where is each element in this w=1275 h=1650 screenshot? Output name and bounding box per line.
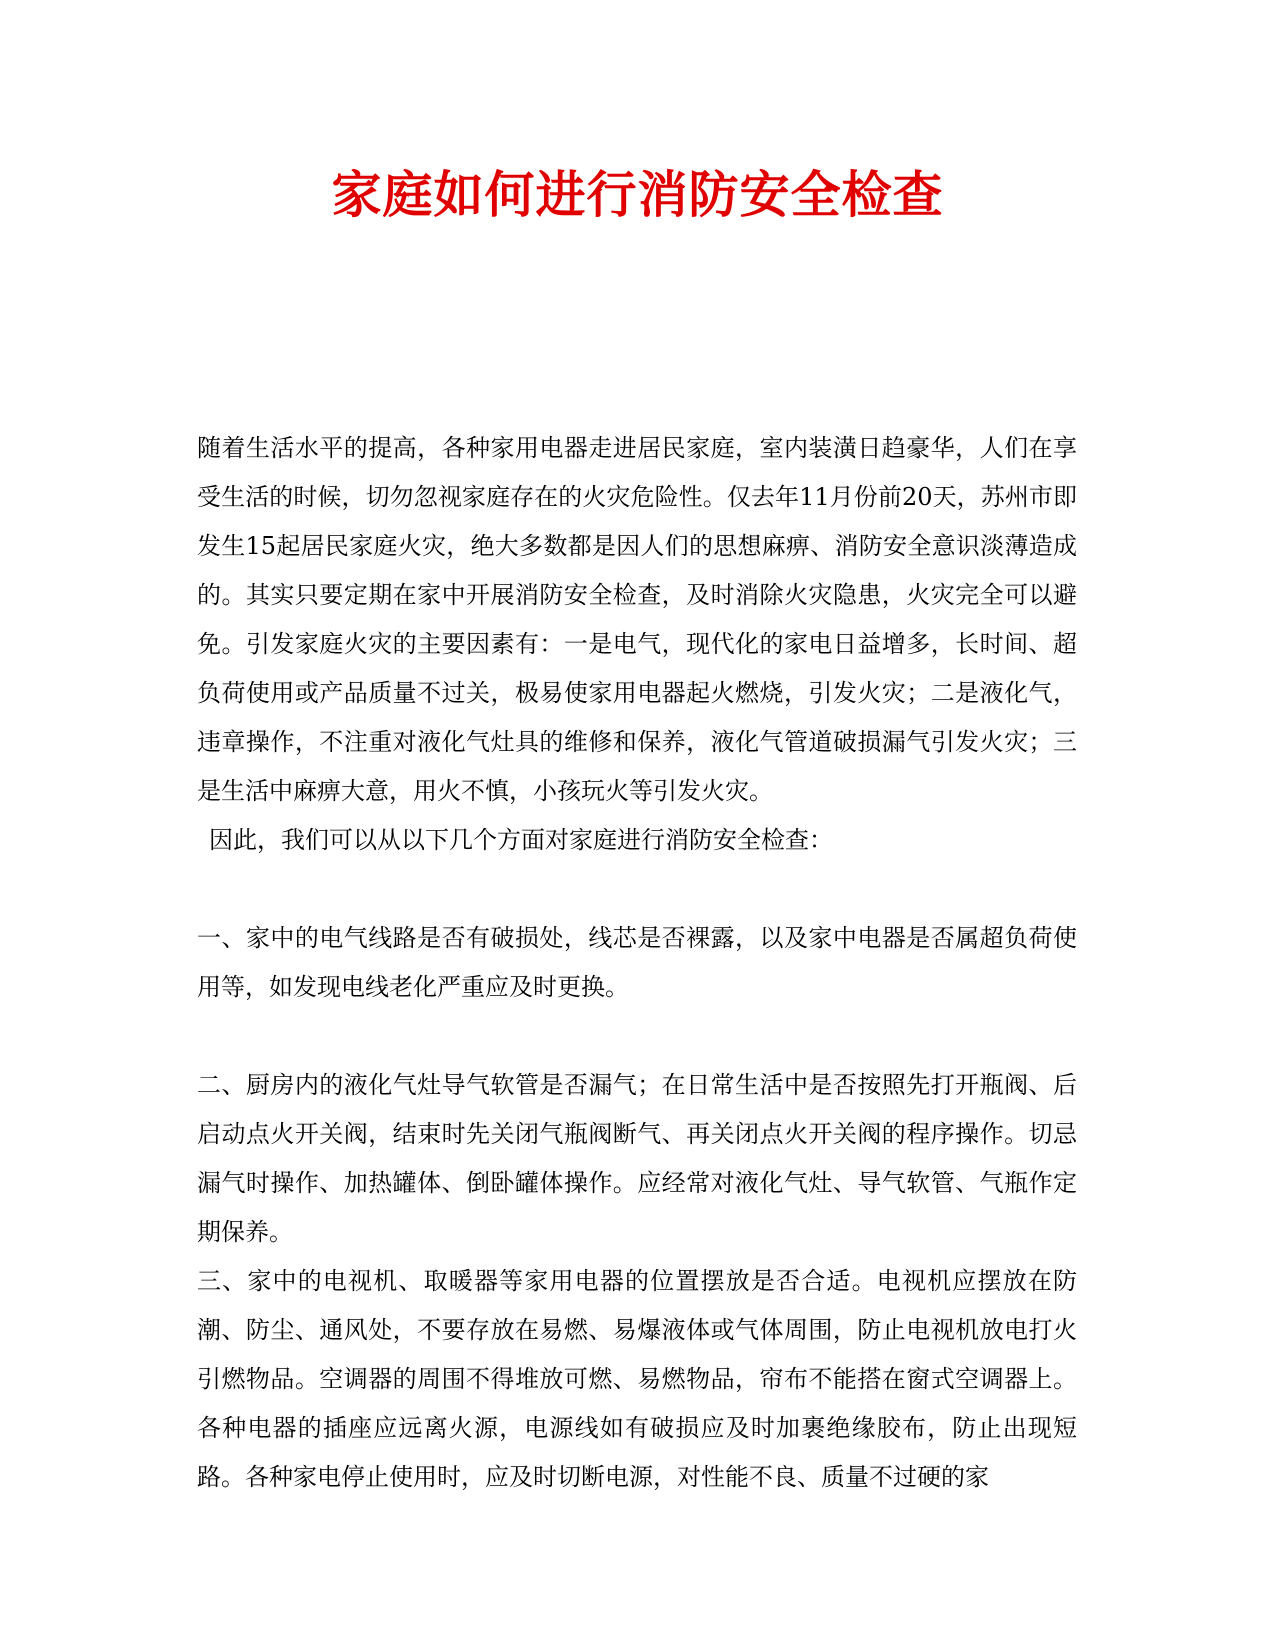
paragraph-spacer xyxy=(197,865,1077,914)
lead-paragraph: 因此，我们可以从以下几个方面对家庭进行消防安全检查： xyxy=(209,826,833,854)
item-2-paragraph: 二、厨房内的液化气灶导气软管是否漏气；在日常生活中是否按照先打开瓶阀、后启动点火开关阀，结束时先关闭气瓶阀断气、再关闭点火开关阀的程序操作。切忌漏气时操作、加热罐体、倒卧罐体操作。应经常对液化气灶、导气软管、气瓶作定期保养。 xyxy=(197,1071,1077,1246)
paragraph-spacer xyxy=(197,1012,1077,1061)
item-1-paragraph: 一、家中的电气线路是否有破损处，线芯是否裸露，以及家中电器是否属超负荷使用等，如发现电线老化严重应及时更换。 xyxy=(197,924,1077,1001)
document-body xyxy=(197,424,1077,1502)
item-3-paragraph: 三、家中的电视机、取暖器等家用电器的位置摆放是否合适。电视机应摆放在防潮、防尘、通风处，不要存放在易燃、易爆液体或气体周围，防止电视机放电打火引燃物品。空调器的周围不得堆放可燃、易燃物品，帘布不能搭在窗式空调器上。各种电器的插座应远离火源，电源线如有破损应及时加裹绝缘胶布，防止出现短路。各种家电停止使用时，应及时切断电源，对性能不良、质量不过硬的家 xyxy=(197,1267,1077,1491)
intro-paragraph: 随着生活水平的提高，各种家用电器走进居民家庭，室内装潢日趋豪华，人们在享受生活的时候，切勿忽视家庭存在的火灾危险性。仅去年11月份前20天，苏州市即发生15起居民家庭火灾，绝大多数都是因人们的思想麻痹、消防安全意识淡薄造成的。其实只要定期在家中开展消防安全检查，及时消除火灾隐患，火灾完全可以避免。引发家庭火灾的主要因素有：一是电气，现代化的家电日益增多，长时间、超负荷使用或产品质量不过关，极易使家用电器起火燃烧，引发火灾；二是液化气，违章操作，不注重对液化气灶具的维修和保养，液化气管道破损漏气引发火灾；三是生活中麻痹大意，用火不慎，小孩玩火等引发火灾。 xyxy=(197,434,1077,805)
document-title: 家庭如何进行消防安全检查 xyxy=(331,165,944,224)
